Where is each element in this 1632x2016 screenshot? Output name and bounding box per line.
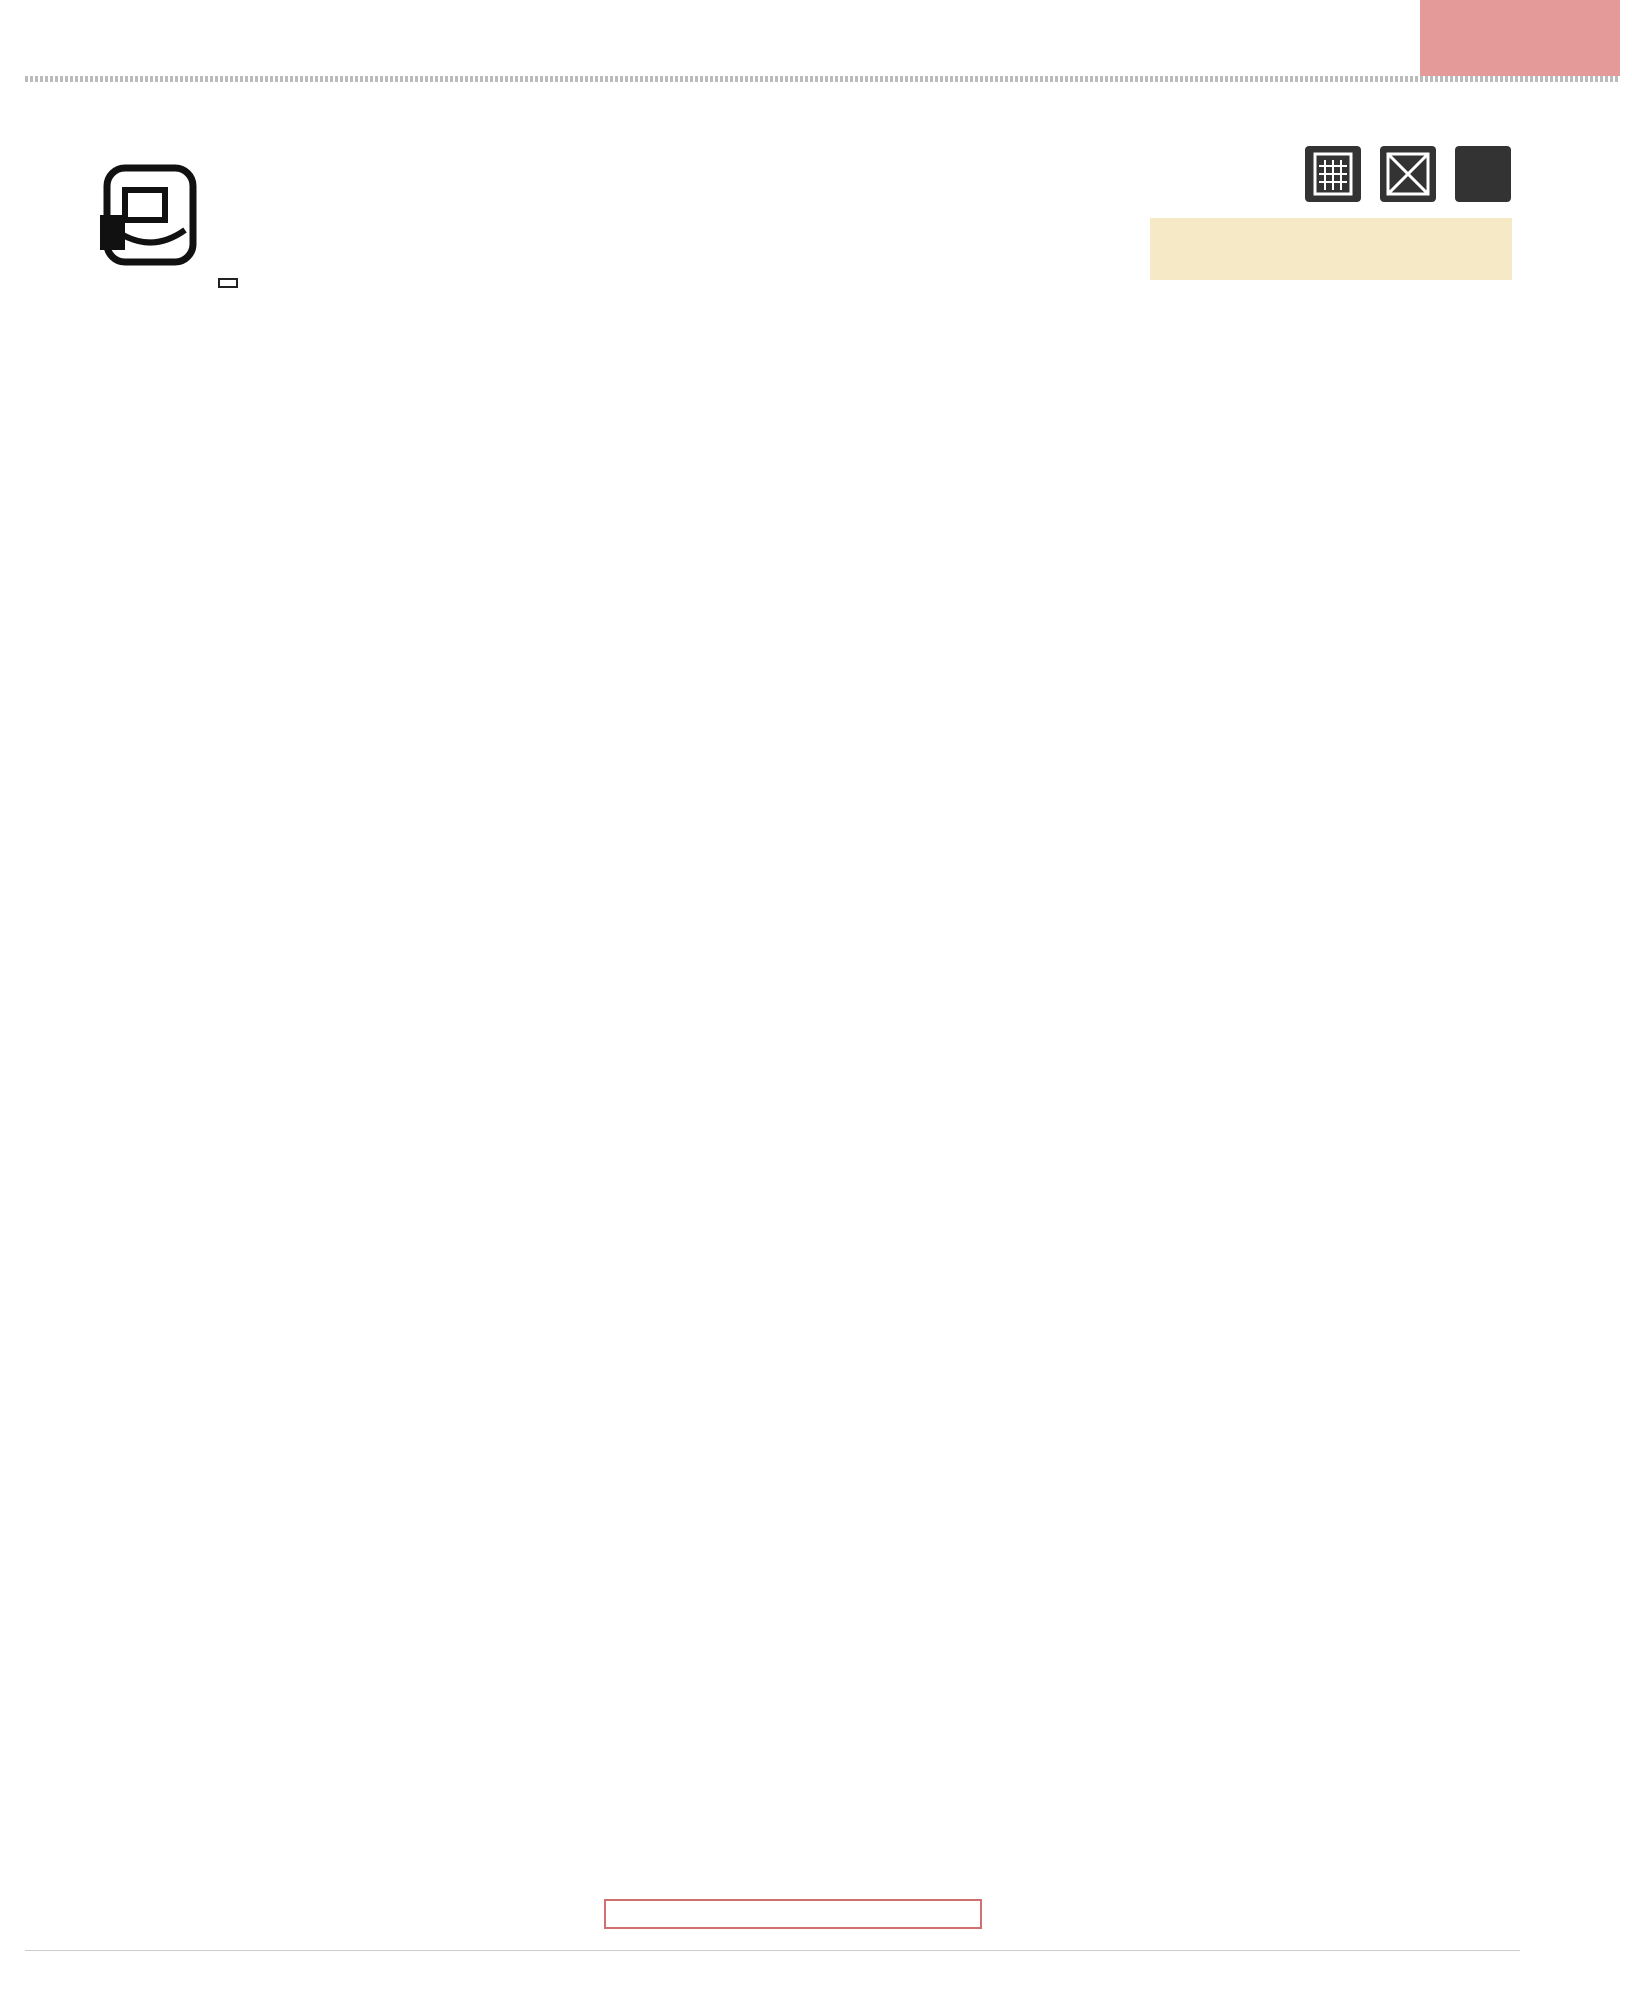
dishwasher-icon	[1305, 146, 1361, 202]
no-dryer-icon	[1380, 146, 1436, 202]
series-subtitle	[218, 278, 238, 288]
return-note	[1150, 218, 1512, 280]
page-header	[0, 0, 1632, 90]
wash-icon	[1455, 146, 1511, 202]
category-sidebar	[1526, 140, 1606, 1910]
quick-reference-note	[604, 1899, 982, 1929]
page-number	[1420, 0, 1620, 82]
benkei-mascot-icon	[95, 160, 205, 270]
footer-rule	[25, 1950, 1520, 1951]
header-rule	[25, 76, 1620, 82]
